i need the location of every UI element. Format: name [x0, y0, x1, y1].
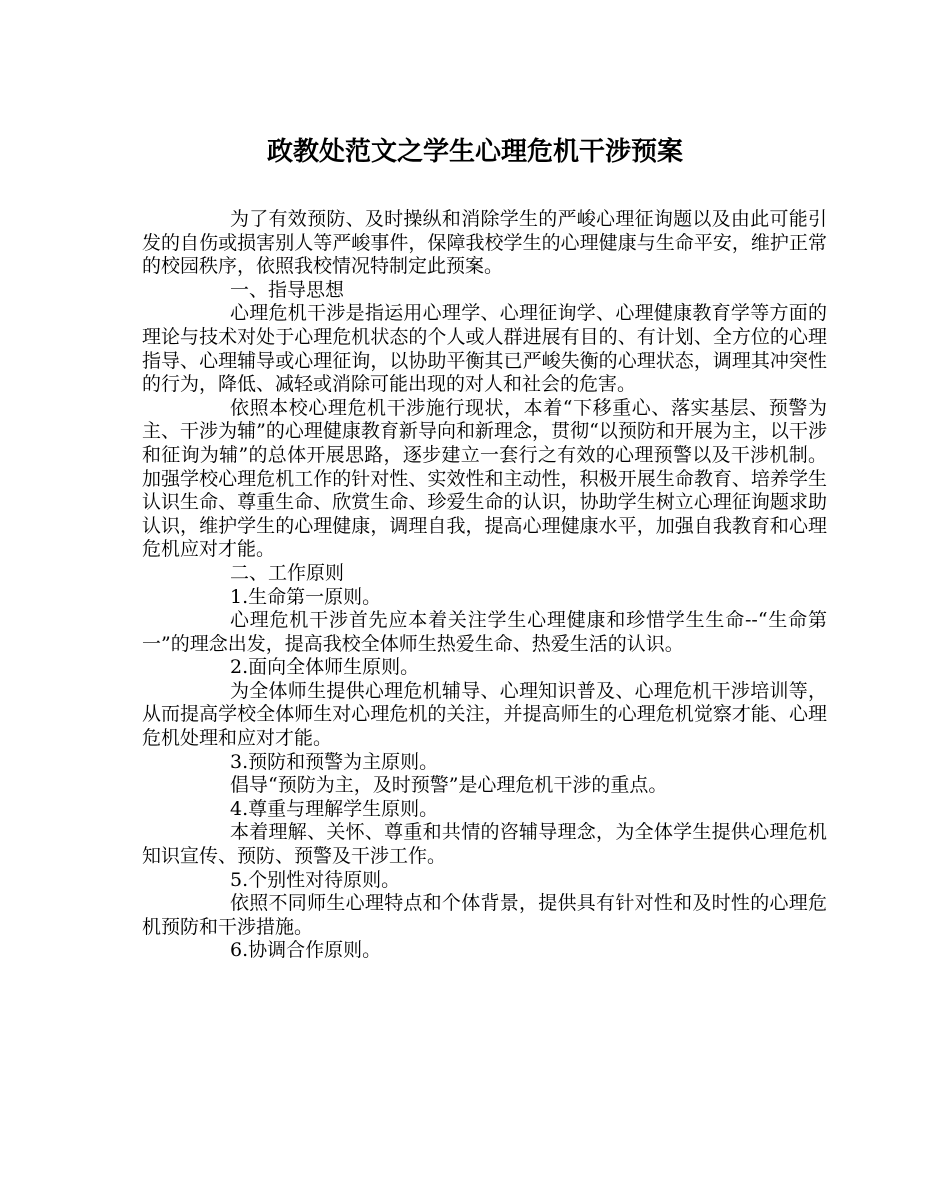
principle-3-heading: 3.预防和预警为主原则。: [230, 750, 439, 773]
document-body: [142, 208, 827, 963]
document-title: 政教处范文之学生心理危机干涉预案: [266, 137, 683, 167]
intro-paragraph: 为了有效预防、及时操纵和消除学生的严峻心理征询题以及由此可能引发的自伤或损害别人等严峻事件，保障我校学生的心理健康与生命平安，维护正常的校园秩序，依照我校情况特制定此预案。: [142, 208, 827, 278]
principle-4-paragraph: 本着理解、关怀、尊重和共情的咨辅导理念，为全体学生提供心理危机知识宣传、预防、预警及干涉工作。: [142, 821, 827, 868]
implementation-status-paragraph: 依照本校心理危机干涉施行现状，本着“下移重心、落实基层、预警为主、干涉为辅”的心理健康教育新导向和新理念，贯彻“以预防和开展为主，以干涉和征询为辅”的总体开展思路，逐步建立一套行之有效的心理预警以及干涉机制。加强学校心理危机工作的针对性、实效性和主动性，积极开展生命教育、培养学生认识生命、尊重生命、欣赏生命、珍爱生命的认识，协助学生树立心理征询题求助认识，维护学生的心理健康，调理自我，提高心理健康水平，加强自我教育和心理危机应对才能。: [142, 396, 827, 561]
principle-5-paragraph: 依照不同师生心理特点和个体背景，提供具有针对性和及时性的心理危机预防和干涉措施。: [142, 892, 827, 938]
section-heading-work-principles: 二、工作原则: [230, 561, 345, 584]
principle-3-paragraph: 倡导“预防为主，及时预警”是心理危机干涉的重点。: [230, 774, 668, 797]
principle-1-paragraph: 心理危机干涉首先应本着关注学生心理健康和珍惜学生生命--“生命第一”的理念出发，提高我校全体师生热爱生命、热爱生活的认识。: [142, 609, 827, 655]
principle-6-heading: 6.协调合作原则。: [230, 939, 382, 962]
section-heading-guiding-thought: 一、指导思想: [230, 278, 345, 301]
principle-2-heading: 2.面向全体师生原则。: [230, 656, 420, 679]
principle-4-heading: 4.尊重与理解学生原则。: [230, 797, 439, 820]
crisis-intervention-definition-paragraph: 心理危机干涉是指运用心理学、心理征询学、心理健康教育学等方面的理论与技术对处于心理危机状态的个人或人群进展有目的、有计划、全方位的心理指导、心理辅导或心理征询，以协助平衡其已严峻失衡的心理状态，调理其冲突性的行为，降低、减轻或消除可能出现的对人和社会的危害。: [142, 302, 827, 396]
principle-1-heading: 1.生命第一原则。: [230, 585, 382, 608]
principle-5-heading: 5.个别性对待原则。: [230, 868, 401, 891]
principle-2-paragraph: 为全体师生提供心理危机辅导、心理知识普及、心理危机干涉培训等，从而提高学校全体师生对心理危机的关注，并提高师生的心理危机觉察才能、心理危机处理和应对才能。: [142, 679, 827, 750]
